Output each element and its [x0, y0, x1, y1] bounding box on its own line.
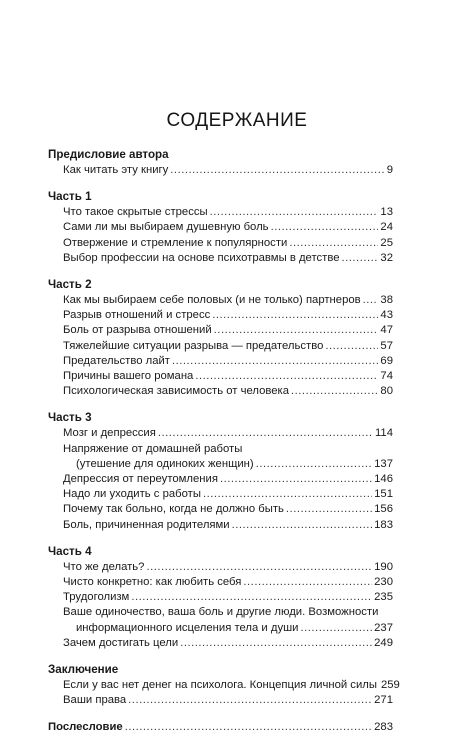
- toc-page-number: 13: [380, 206, 393, 219]
- section-heading: Часть 1: [48, 190, 92, 204]
- dot-leader: [363, 293, 379, 308]
- toc-entry-title: Сами ли мы выбираем душевную боль: [63, 221, 269, 234]
- dot-leader: [212, 308, 378, 323]
- toc-page-number: 151: [374, 488, 393, 501]
- toc-entry: [48, 487, 393, 502]
- toc-entry: [48, 590, 393, 605]
- toc-entry-title: Боль от разрыва отношений: [63, 324, 212, 337]
- toc-entry-title: Мозг и депрессия: [63, 427, 156, 440]
- toc-entry: [48, 575, 393, 590]
- toc-entry: [48, 205, 393, 220]
- toc-entry: [48, 251, 393, 266]
- dot-leader: [289, 236, 378, 251]
- toc-page-number: 24: [380, 221, 393, 234]
- toc-entry: [48, 384, 393, 399]
- toc-entry: [48, 472, 393, 487]
- toc-entry: [48, 163, 393, 178]
- toc-section: [48, 148, 393, 178]
- toc-entry-title: Трудоголизм: [63, 591, 130, 604]
- toc-page-number: 283: [374, 721, 393, 734]
- dot-leader: [214, 323, 379, 338]
- toc-section: [48, 545, 393, 651]
- toc-entry-title: Что же делать?: [63, 560, 145, 573]
- toc-entry-title: Как мы выбираем себе половых (и не только) партнеров: [63, 294, 361, 307]
- toc-entry: [48, 457, 393, 472]
- section-heading: Предисловие автора: [48, 148, 169, 161]
- dot-leader: [128, 693, 372, 708]
- toc-entry-title: Почему так больно, когда не должно быть: [63, 503, 284, 516]
- toc-entry: [48, 308, 393, 323]
- toc-entry-title: информационного исцеления тела и души: [76, 621, 299, 634]
- toc-page-number: 32: [380, 251, 393, 264]
- toc-entry-title: Что такое скрытые стрессы: [63, 206, 208, 219]
- toc-entry-title: Зачем достигать цели: [63, 636, 179, 649]
- toc-entry: [48, 621, 393, 636]
- toc-entry-title: Как читать эту книгу: [63, 164, 169, 176]
- dot-leader: [158, 426, 373, 441]
- toc-page-number: 47: [380, 324, 393, 337]
- toc-page-number: 156: [374, 503, 393, 516]
- toc-page-number: 69: [380, 354, 393, 367]
- toc-page-number: 146: [374, 473, 393, 486]
- dot-leader: [180, 636, 372, 651]
- toc-entry: [48, 220, 393, 235]
- table-of-contents: [48, 148, 400, 736]
- toc-page-number: 43: [380, 309, 393, 322]
- toc-entry-title: Если у вас нет денег на психолога. Концепция личной силы: [63, 679, 377, 692]
- toc-page-number: 9: [386, 164, 393, 176]
- toc-entry: [48, 560, 393, 575]
- dot-leader: [125, 720, 372, 735]
- section-heading: Часть 2: [48, 278, 92, 292]
- dot-leader: [243, 575, 372, 590]
- toc-entry-title: Чисто конкретно: как любить себя: [63, 576, 242, 589]
- toc-entry-title: Предательство лайт: [63, 354, 170, 367]
- toc-page-number: 74: [380, 370, 393, 383]
- toc-entry-title: Психологическая зависимость от человека: [63, 385, 290, 398]
- toc-page-number: 57: [380, 339, 393, 352]
- toc-entry: [48, 354, 393, 369]
- toc-entry-title: Ваши права: [63, 694, 127, 707]
- toc-page-number: 237: [374, 621, 393, 634]
- toc-entry-title: Разрыв отношений и стресс: [63, 309, 211, 322]
- toc-entry: [48, 426, 393, 441]
- toc-entry-title: Причины вашего романа: [63, 370, 194, 383]
- dot-leader: [286, 502, 372, 517]
- toc-entry-title: Выбор профессии на основе психотравмы в детстве: [63, 251, 340, 264]
- toc-entry-title: Надо ли уходить с работы: [63, 488, 201, 501]
- toc-entry-first-line: Напряжение от домашней работы: [63, 442, 243, 455]
- toc-entry: [48, 236, 393, 251]
- page-title: СОДЕРЖАНИЕ: [166, 110, 308, 131]
- toc-page-number: 235: [374, 591, 393, 604]
- section-heading: Часть 4: [48, 544, 92, 558]
- toc-page-number: 190: [374, 560, 393, 573]
- toc-afterword: [48, 720, 393, 735]
- toc-entry-title: Боль, причиненная родителями: [63, 518, 230, 531]
- dot-leader: [131, 590, 372, 605]
- toc-entry: [48, 502, 393, 517]
- toc-section: [48, 411, 393, 532]
- toc-page-number: 249: [374, 636, 393, 649]
- toc-entry-title: Тяжелейшие ситуации разрыва — предательство: [63, 339, 324, 352]
- toc-entry: [48, 293, 393, 308]
- toc-section: [48, 663, 400, 708]
- toc-page-number: 25: [380, 236, 393, 249]
- dot-leader: [146, 560, 372, 575]
- dot-leader: [172, 354, 378, 369]
- toc-page-number: 137: [374, 457, 393, 470]
- dot-leader: [256, 457, 372, 472]
- section-heading: Заключение: [48, 663, 119, 677]
- toc-entry: [48, 636, 393, 651]
- toc-entry-title: Депрессия от переутомления: [63, 473, 218, 486]
- dot-leader: [291, 384, 378, 399]
- dot-leader: [195, 369, 378, 384]
- toc-page-number: 38: [380, 294, 393, 307]
- toc-page-number: 259: [380, 679, 400, 692]
- toc-page-number: 183: [374, 518, 393, 531]
- toc-entry: [48, 339, 393, 354]
- toc-entry: [48, 369, 393, 384]
- toc-entry-title: Послесловие: [48, 721, 123, 734]
- dot-leader: [342, 251, 379, 266]
- toc-entry: [48, 678, 400, 693]
- toc-entry-title: (утешение для одиноких женщин): [76, 457, 254, 470]
- dot-leader: [203, 487, 372, 502]
- dot-leader: [232, 518, 373, 533]
- toc-entry-first-line: Ваше одиночество, ваша боль и другие люди. Возможности: [63, 606, 379, 619]
- toc-page-number: 230: [374, 576, 393, 589]
- toc-section: [48, 190, 393, 266]
- toc-entry-title: Отвержение и стремление к популярности: [63, 236, 288, 249]
- toc-entry: [48, 323, 393, 338]
- dot-leader: [170, 163, 384, 178]
- dot-leader: [325, 339, 378, 354]
- dot-leader: [220, 472, 372, 487]
- toc-page-number: 114: [374, 427, 393, 440]
- dot-leader: [301, 621, 373, 636]
- toc-page-number: 271: [374, 694, 393, 707]
- toc-page-number: 80: [380, 385, 393, 398]
- toc-section: [48, 278, 393, 399]
- dot-leader: [271, 220, 379, 235]
- toc-entry: [48, 518, 393, 533]
- toc-entry: [48, 693, 393, 708]
- section-heading: Часть 3: [48, 411, 92, 425]
- dot-leader: [210, 205, 379, 220]
